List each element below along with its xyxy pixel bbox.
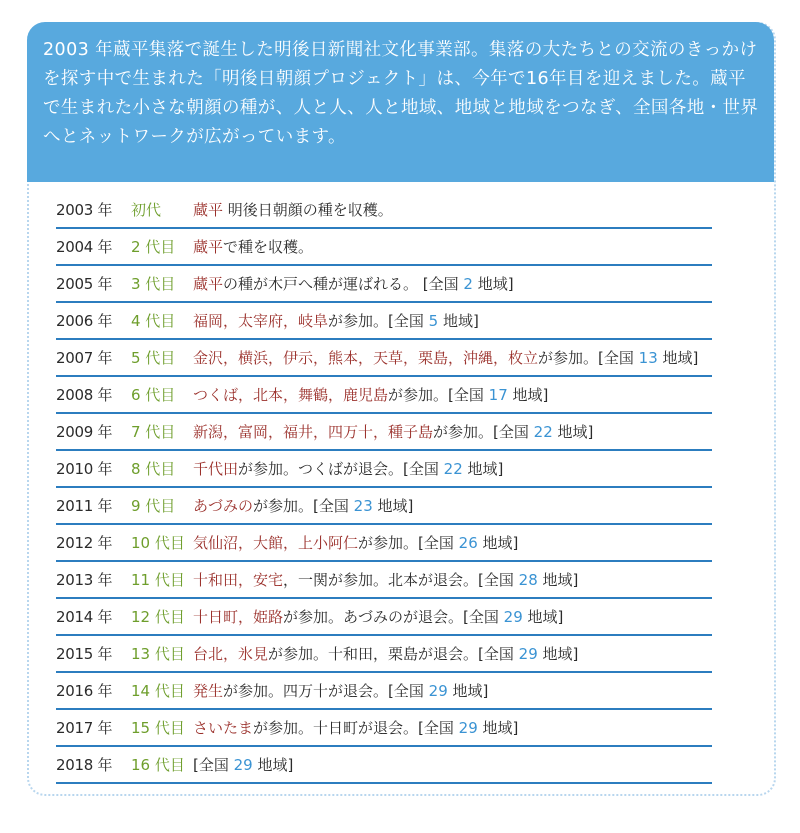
row-description <box>193 236 712 257</box>
row-description <box>193 532 712 553</box>
timeline-row <box>56 636 712 673</box>
region-count: 29 <box>458 719 478 737</box>
event-text: ，一関が参加。北本が退会。 <box>283 571 479 589</box>
region-count: 22 <box>533 423 553 441</box>
places: さいたま <box>193 719 254 737</box>
event-text: が参加。 <box>358 534 419 552</box>
row-description <box>193 273 712 294</box>
row-description <box>193 199 712 220</box>
event-text: 明後日朝顔の種を収穫。 <box>223 201 393 219</box>
year: 2011 年 <box>56 497 113 515</box>
region-count-suffix: 地域] <box>447 682 489 700</box>
row-description <box>193 458 712 479</box>
event-text: が参加。 <box>388 386 449 404</box>
region-count-prefix: [全国 <box>478 645 519 663</box>
region-count-prefix: [全国 <box>313 497 354 515</box>
region-count: 2 <box>463 275 473 293</box>
row-description <box>193 347 712 368</box>
region-count-suffix: 地域] <box>477 719 519 737</box>
event-text: が参加。 <box>328 312 389 330</box>
places: 金沢，横浜，伊示，熊本，天草，栗島，沖縄，枚立 <box>193 349 539 367</box>
event-text: が参加。 <box>253 497 314 515</box>
row-description <box>193 569 712 590</box>
places: あづみの <box>193 497 254 515</box>
year: 2006 年 <box>56 312 113 330</box>
region-count: 17 <box>488 386 508 404</box>
year: 2018 年 <box>56 756 113 774</box>
timeline-row <box>56 488 712 525</box>
generation: 5 代目 <box>131 349 176 367</box>
places: 気仙沼，大館，上小阿仁 <box>193 534 359 552</box>
timeline-row <box>56 229 712 266</box>
places: 台北，氷見 <box>193 645 269 663</box>
region-count: 13 <box>638 349 658 367</box>
region-count-suffix: 地域] <box>438 312 479 330</box>
region-count-prefix: [全国 <box>418 534 459 552</box>
event-text: で種を収穫。 <box>223 238 314 256</box>
row-description <box>193 717 712 738</box>
region-count: 5 <box>428 312 439 330</box>
generation: 14 代目 <box>131 682 185 700</box>
generation: 3 代目 <box>131 275 176 293</box>
row-description <box>193 310 712 331</box>
region-count-prefix: [全国 <box>478 571 519 589</box>
region-count-prefix: [全国 <box>493 423 534 441</box>
year: 2013 年 <box>56 571 113 589</box>
region-count-suffix: 地域] <box>507 386 549 404</box>
generation: 15 代目 <box>131 719 185 737</box>
region-count: 26 <box>458 534 478 552</box>
year: 2004 年 <box>56 238 113 256</box>
places: つくば，北本，舞鶴，鹿児島 <box>193 386 389 404</box>
places: 新潟，富岡，福井，四万十，種子島 <box>193 423 434 441</box>
places: 千代田 <box>193 460 239 478</box>
generation: 4 代目 <box>131 312 176 330</box>
generation: 6 代目 <box>131 386 176 404</box>
timeline-row <box>56 192 712 229</box>
region-count: 29 <box>518 645 538 663</box>
row-description <box>193 754 712 775</box>
region-count-prefix: [全国 <box>388 682 429 700</box>
timeline-row <box>56 710 712 747</box>
generation: 7 代目 <box>131 423 176 441</box>
timeline-row <box>56 525 712 562</box>
intro-text: 2003 年蔵平集落で誕生した明後日新聞社文化事業部。集落の大たちとの交流のきっかけを探す中で生まれた「明後日朝顔プロジェクト」は、今年で16年目を迎えました。蔵平で生まれた小さな朝顔の種が、人と人、人と地域、地域と地域をつなぎ、全国各地・世界へとネットワークが広がっています。 <box>43 40 759 147</box>
region-count-suffix: 地域] <box>372 497 414 515</box>
region-count-suffix: 地域] <box>477 534 519 552</box>
places: 十和田，安宅 <box>193 571 284 589</box>
region-count-suffix: 地域] <box>552 423 594 441</box>
event-text: が参加。つくばが退会。 <box>238 460 404 478</box>
region-count: 23 <box>353 497 373 515</box>
year: 2005 年 <box>56 275 113 293</box>
places: 蔵平 <box>193 238 224 256</box>
places: 蔵平 <box>193 201 224 219</box>
row-description <box>193 643 712 664</box>
timeline-row <box>56 266 712 303</box>
year: 2003 年 <box>56 201 113 219</box>
generation: 10 代目 <box>131 534 185 552</box>
generation: 9 代目 <box>131 497 176 515</box>
generation: 8 代目 <box>131 460 176 478</box>
region-count-prefix: [全国 <box>388 312 429 330</box>
region-count-suffix: 地域] <box>522 608 564 626</box>
event-text: が参加。十日町が退会。 <box>253 719 419 737</box>
row-description <box>193 680 712 701</box>
region-count-suffix: 地域] <box>537 645 579 663</box>
year: 2015 年 <box>56 645 113 663</box>
region-count-prefix: [全国 <box>403 460 444 478</box>
region-count: 29 <box>503 608 523 626</box>
year: 2008 年 <box>56 386 113 404</box>
timeline-row <box>56 340 712 377</box>
event-text: が参加。四万十が退会。 <box>223 682 389 700</box>
timeline-row <box>56 599 712 636</box>
region-count-suffix: 地域] <box>657 349 699 367</box>
intro-header <box>27 22 774 182</box>
year: 2010 年 <box>56 460 113 478</box>
region-count-prefix: [全国 <box>448 386 489 404</box>
year: 2014 年 <box>56 608 113 626</box>
region-count-prefix: [全国 <box>463 608 504 626</box>
places: 十日町，姫路 <box>193 608 284 626</box>
event-text: が参加。十和田，栗島が退会。 <box>268 645 479 663</box>
event-text: が参加。 <box>433 423 494 441</box>
region-count-prefix: [全国 <box>598 349 639 367</box>
region-count: 28 <box>518 571 538 589</box>
timeline-list <box>56 192 712 784</box>
generation: 初代 <box>131 201 162 219</box>
event-text: が参加。 <box>538 349 599 367</box>
event-text: の種が木戸へ種が運ばれる。 <box>223 275 419 293</box>
places: 蔵平 <box>193 275 224 293</box>
region-count: 29 <box>428 682 448 700</box>
region-count: 29 <box>233 756 253 774</box>
event-text: が参加。あづみのが退会。 <box>283 608 464 626</box>
region-count-suffix: 地域] <box>462 460 504 478</box>
region-count-prefix: [全国 <box>193 756 234 774</box>
region-count-suffix: 地域] <box>472 275 514 293</box>
year: 2009 年 <box>56 423 113 441</box>
places: 発生 <box>193 682 224 700</box>
timeline-row <box>56 747 712 784</box>
year: 2012 年 <box>56 534 113 552</box>
region-count: 22 <box>443 460 463 478</box>
timeline-row <box>56 451 712 488</box>
region-count-prefix: [全国 <box>418 719 459 737</box>
timeline-row <box>56 377 712 414</box>
timeline-row <box>56 303 712 340</box>
year: 2017 年 <box>56 719 113 737</box>
timeline-row <box>56 562 712 599</box>
region-count-suffix: 地域] <box>252 756 294 774</box>
timeline-row <box>56 673 712 710</box>
generation: 11 代目 <box>131 571 185 589</box>
generation: 16 代目 <box>131 756 185 774</box>
generation: 12 代目 <box>131 608 185 626</box>
row-description <box>193 606 712 627</box>
region-count-suffix: 地域] <box>537 571 579 589</box>
places: 福岡，太宰府，岐阜 <box>193 312 329 330</box>
year: 2007 年 <box>56 349 113 367</box>
region-count-prefix: [全国 <box>418 275 464 293</box>
generation: 2 代目 <box>131 238 176 256</box>
generation: 13 代目 <box>131 645 185 663</box>
year: 2016 年 <box>56 682 113 700</box>
row-description <box>193 495 712 516</box>
row-description <box>193 384 712 405</box>
row-description <box>193 421 712 442</box>
timeline-row <box>56 414 712 451</box>
